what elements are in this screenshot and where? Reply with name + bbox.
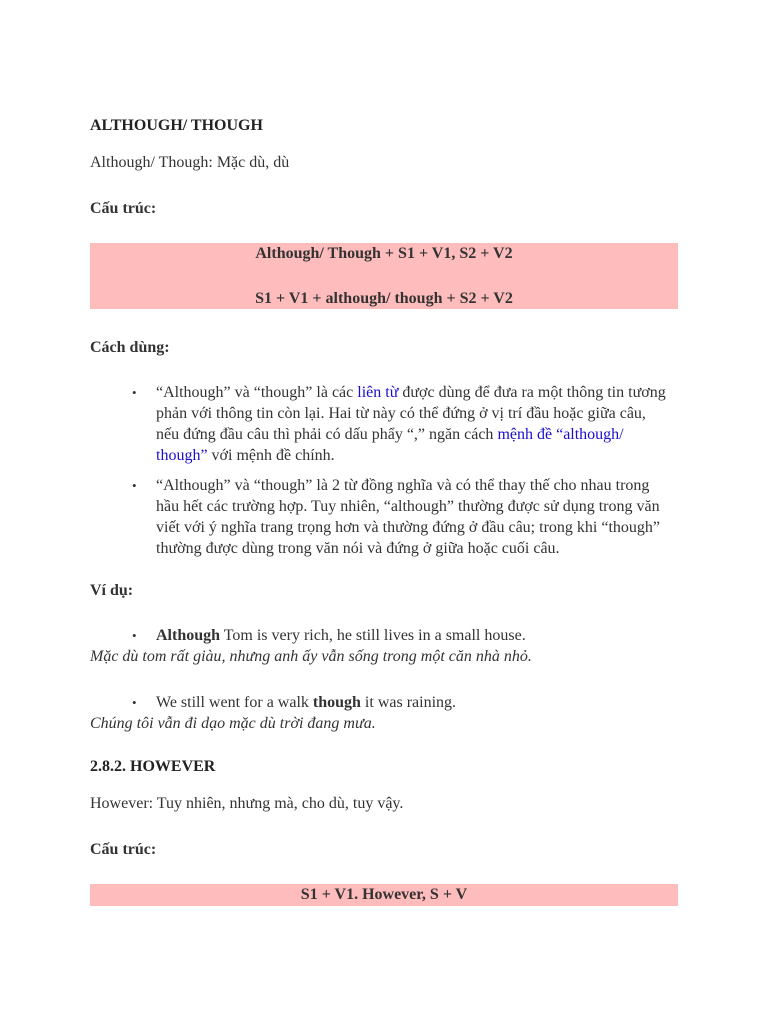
example-sentence: Tom is very rich, he still lives in a small house. [220,627,526,644]
usage-text: với mệnh đề chính. [207,447,335,464]
example-item [156,625,676,646]
structure-formula-2: S1 + V1 + although/ though + S2 + V2 [255,290,513,307]
however-structure-formula: S1 + V1. However, S + V [300,886,468,903]
however-meaning-text: However: Tuy nhiên, nhưng mà, cho dù, tuy vậy. [90,795,404,812]
menh-de-link[interactable]: mệnh đề “although/ though” [156,426,624,464]
usage-label: Cách dùng: [90,339,170,356]
keyword: Although [156,627,221,644]
section-heading-although: ALTHOUGH/ THOUGH [90,117,263,134]
example-sentence: it was raining. [360,694,457,711]
usage-text: “Although” và “though” là các [156,384,358,401]
example-translation: Chúng tôi vẫn đi dạo mặc dù trời đang mưa. [90,715,376,732]
usage-text: được dùng để đưa ra một thông tin tương phản với thông tin còn lại. Hai từ này có thể đứng ở vị trí đầu hoặc giữa câu, nếu đứng đầu câu thì phải có dấu phẩy “,” ngăn cách [156,384,666,443]
usage-item [156,382,666,466]
example-translation: Mặc dù tom rất giàu, nhưng anh ấy vẫn sống trong một căn nhà nhỏ. [90,648,532,665]
section-heading-however: 2.8.2. HOWEVER [90,758,216,775]
example-sentence: We still went for a walk [156,694,313,711]
meaning-text: Although/ Though: Mặc dù, dù [90,154,290,171]
however-structure-box [90,884,678,906]
example-label: Ví dụ: [90,582,134,599]
structure-formula-1: Although/ Though + S1 + V1, S2 + V2 [255,245,513,262]
structure-box [90,243,678,309]
structure-label: Cấu trúc: [90,200,157,217]
keyword: though [312,694,361,711]
example-item [156,692,666,713]
usage-item: • “Although” và “though” là 2 từ đồng nghĩa và có thể thay thế cho nhau trong hầu hết các trường hợp. Tuy nhiên, “although” thường được sử dụng trong văn viết với ý nghĩa trang trọng hơn và thường đứng ở đầu câu; trong khi “though” thường được dùng trong văn nói và đứng ở giữa hoặc cuối câu. [156,475,666,559]
lien-tu-link[interactable]: liên từ [357,384,399,401]
however-structure-label: Cấu trúc: [90,841,157,858]
